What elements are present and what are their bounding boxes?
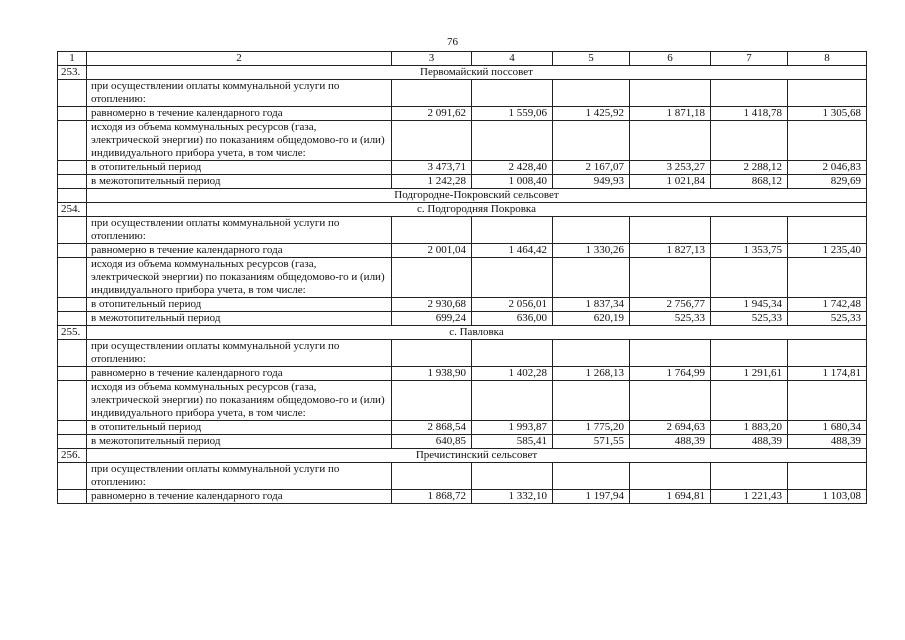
value-row (58, 421, 867, 435)
row-number-cell (58, 121, 87, 161)
row-number-cell (58, 463, 87, 490)
row-number-cell (58, 258, 87, 298)
value-cell: 1 305,68 (788, 107, 867, 121)
row-number-cell (58, 298, 87, 312)
value-cell: 1 775,20 (553, 421, 630, 435)
value-cell (553, 80, 630, 107)
row-label: равномерно в течение календарного года (87, 107, 392, 121)
value-cell: 571,55 (553, 435, 630, 449)
value-cell: 2 167,07 (553, 161, 630, 175)
column-header: 6 (630, 52, 711, 66)
value-cell: 488,39 (788, 435, 867, 449)
value-cell (472, 258, 553, 298)
value-cell (711, 121, 788, 161)
value-cell: 2 001,04 (392, 244, 472, 258)
value-cell (392, 340, 472, 367)
value-cell: 2 046,83 (788, 161, 867, 175)
label-row (58, 340, 867, 367)
section-row (58, 189, 867, 203)
page-number: 76 (447, 36, 458, 48)
value-cell: 1 559,06 (472, 107, 553, 121)
row-number-cell (58, 312, 87, 326)
locality-name: Пречистинский сельсовет (87, 449, 867, 463)
label-row (58, 217, 867, 244)
value-cell (788, 258, 867, 298)
value-cell (472, 121, 553, 161)
value-cell: 1 353,75 (711, 244, 788, 258)
value-cell: 1 837,34 (553, 298, 630, 312)
row-number-cell (58, 435, 87, 449)
label-row (58, 121, 867, 161)
value-cell: 1 883,20 (711, 421, 788, 435)
value-cell: 2 056,01 (472, 298, 553, 312)
row-number-cell (58, 175, 87, 189)
value-cell: 1 827,13 (630, 244, 711, 258)
entry-title-row (58, 326, 867, 340)
value-cell: 699,24 (392, 312, 472, 326)
label-row (58, 80, 867, 107)
section-title: Подгородне-Покровский сельсовет (87, 189, 867, 203)
tariff-table (57, 51, 867, 504)
value-cell (788, 80, 867, 107)
value-cell (472, 340, 553, 367)
value-cell (392, 80, 472, 107)
label-row (58, 258, 867, 298)
locality-name: Первомайский поссовет (87, 66, 867, 80)
value-cell (472, 217, 553, 244)
value-cell: 525,33 (711, 312, 788, 326)
row-number-cell (58, 217, 87, 244)
value-cell: 640,85 (392, 435, 472, 449)
value-cell: 2 868,54 (392, 421, 472, 435)
value-cell: 1 021,84 (630, 175, 711, 189)
value-cell: 2 091,62 (392, 107, 472, 121)
value-cell: 1 008,40 (472, 175, 553, 189)
row-number-cell (58, 244, 87, 258)
row-number: 256. (58, 449, 87, 463)
value-cell (392, 121, 472, 161)
value-cell: 1 742,48 (788, 298, 867, 312)
value-cell: 1 242,28 (392, 175, 472, 189)
row-label: равномерно в течение календарного года (87, 367, 392, 381)
row-label: в отопительный период (87, 421, 392, 435)
value-cell (711, 463, 788, 490)
value-cell: 1 330,26 (553, 244, 630, 258)
locality-name: с. Подгородняя Покровка (87, 203, 867, 217)
label-row (58, 463, 867, 490)
value-cell: 585,41 (472, 435, 553, 449)
value-cell: 636,00 (472, 312, 553, 326)
value-cell (553, 340, 630, 367)
column-header: 3 (392, 52, 472, 66)
row-label: в межотопительный период (87, 312, 392, 326)
value-cell: 1 174,81 (788, 367, 867, 381)
value-cell (472, 80, 553, 107)
value-row (58, 298, 867, 312)
value-cell (392, 463, 472, 490)
value-cell: 3 473,71 (392, 161, 472, 175)
value-cell: 488,39 (630, 435, 711, 449)
value-cell (392, 258, 472, 298)
row-number-cell (58, 421, 87, 435)
column-header: 7 (711, 52, 788, 66)
row-label: при осуществлении оплаты коммунальной услуги по отоплению: (87, 340, 392, 367)
column-header: 4 (472, 52, 553, 66)
value-row (58, 312, 867, 326)
value-cell (553, 217, 630, 244)
value-cell (392, 217, 472, 244)
column-header: 2 (87, 52, 392, 66)
value-row (58, 107, 867, 121)
value-cell (788, 381, 867, 421)
value-cell: 525,33 (630, 312, 711, 326)
row-number-cell (58, 107, 87, 121)
value-cell: 488,39 (711, 435, 788, 449)
value-cell (630, 463, 711, 490)
value-cell: 525,33 (788, 312, 867, 326)
column-header: 8 (788, 52, 867, 66)
value-cell: 1 418,78 (711, 107, 788, 121)
value-cell: 949,93 (553, 175, 630, 189)
value-cell: 1 402,28 (472, 367, 553, 381)
locality-name: с. Павловка (87, 326, 867, 340)
row-label: равномерно в течение календарного года (87, 244, 392, 258)
value-cell: 829,69 (788, 175, 867, 189)
value-cell: 1 464,42 (472, 244, 553, 258)
column-header: 1 (58, 52, 87, 66)
value-cell: 868,12 (711, 175, 788, 189)
value-cell (553, 258, 630, 298)
value-cell (711, 340, 788, 367)
value-cell: 2 428,40 (472, 161, 553, 175)
value-cell (630, 258, 711, 298)
value-cell (630, 80, 711, 107)
row-number: 254. (58, 203, 87, 217)
value-cell (472, 463, 553, 490)
row-label: исходя из объема коммунальных ресурсов (газа, электрической энергии) по показаниям общедомово-го и (или) индивидуального прибора учета, в том числе: (87, 121, 392, 161)
value-cell (711, 80, 788, 107)
value-row (58, 367, 867, 381)
value-row (58, 490, 867, 504)
value-cell: 1 103,08 (788, 490, 867, 504)
value-cell: 1 221,43 (711, 490, 788, 504)
row-number-cell (58, 381, 87, 421)
value-cell: 2 288,12 (711, 161, 788, 175)
value-cell: 1 938,90 (392, 367, 472, 381)
value-cell (788, 340, 867, 367)
row-number-cell (58, 490, 87, 504)
entry-title-row (58, 66, 867, 80)
value-cell: 3 253,27 (630, 161, 711, 175)
row-label: в отопительный период (87, 161, 392, 175)
value-cell: 1 945,34 (711, 298, 788, 312)
value-row (58, 175, 867, 189)
value-cell: 2 694,63 (630, 421, 711, 435)
value-row (58, 161, 867, 175)
row-number: 255. (58, 326, 87, 340)
row-label: в отопительный период (87, 298, 392, 312)
label-row (58, 381, 867, 421)
row-label: исходя из объема коммунальных ресурсов (газа, электрической энергии) по показаниям общедомово-го и (или) индивидуального прибора учета, в том числе: (87, 381, 392, 421)
column-header: 5 (553, 52, 630, 66)
value-row (58, 244, 867, 258)
value-cell (788, 463, 867, 490)
header-row (58, 52, 867, 66)
row-number-cell (58, 161, 87, 175)
value-cell (630, 381, 711, 421)
value-cell: 1 868,72 (392, 490, 472, 504)
value-cell: 1 680,34 (788, 421, 867, 435)
row-label: в межотопительный период (87, 435, 392, 449)
value-cell (711, 217, 788, 244)
value-row (58, 435, 867, 449)
value-cell (630, 340, 711, 367)
value-cell (630, 121, 711, 161)
row-number-cell (58, 189, 87, 203)
row-label: исходя из объема коммунальных ресурсов (газа, электрической энергии) по показаниям общедомово-го и (или) индивидуального прибора учета, в том числе: (87, 258, 392, 298)
row-number-cell (58, 80, 87, 107)
value-cell: 1 871,18 (630, 107, 711, 121)
value-cell (553, 463, 630, 490)
value-cell (392, 381, 472, 421)
value-cell: 1 268,13 (553, 367, 630, 381)
value-cell: 1 764,99 (630, 367, 711, 381)
entry-title-row (58, 449, 867, 463)
row-label: при осуществлении оплаты коммунальной услуги по отоплению: (87, 217, 392, 244)
value-cell (711, 258, 788, 298)
row-number-cell (58, 367, 87, 381)
row-number: 253. (58, 66, 87, 80)
row-label: в межотопительный период (87, 175, 392, 189)
value-cell: 1 235,40 (788, 244, 867, 258)
value-cell: 2 930,68 (392, 298, 472, 312)
value-cell (553, 381, 630, 421)
entry-title-row (58, 203, 867, 217)
value-cell (630, 217, 711, 244)
value-cell: 1 694,81 (630, 490, 711, 504)
value-cell: 620,19 (553, 312, 630, 326)
value-cell (788, 121, 867, 161)
value-cell (711, 381, 788, 421)
value-cell: 1 197,94 (553, 490, 630, 504)
row-label: при осуществлении оплаты коммунальной услуги по отоплению: (87, 463, 392, 490)
value-cell: 1 332,10 (472, 490, 553, 504)
value-cell: 2 756,77 (630, 298, 711, 312)
row-label: при осуществлении оплаты коммунальной услуги по отоплению: (87, 80, 392, 107)
row-number-cell (58, 340, 87, 367)
value-cell: 1 291,61 (711, 367, 788, 381)
row-label: равномерно в течение календарного года (87, 490, 392, 504)
value-cell (553, 121, 630, 161)
value-cell: 1 993,87 (472, 421, 553, 435)
value-cell (788, 217, 867, 244)
value-cell: 1 425,92 (553, 107, 630, 121)
value-cell (472, 381, 553, 421)
